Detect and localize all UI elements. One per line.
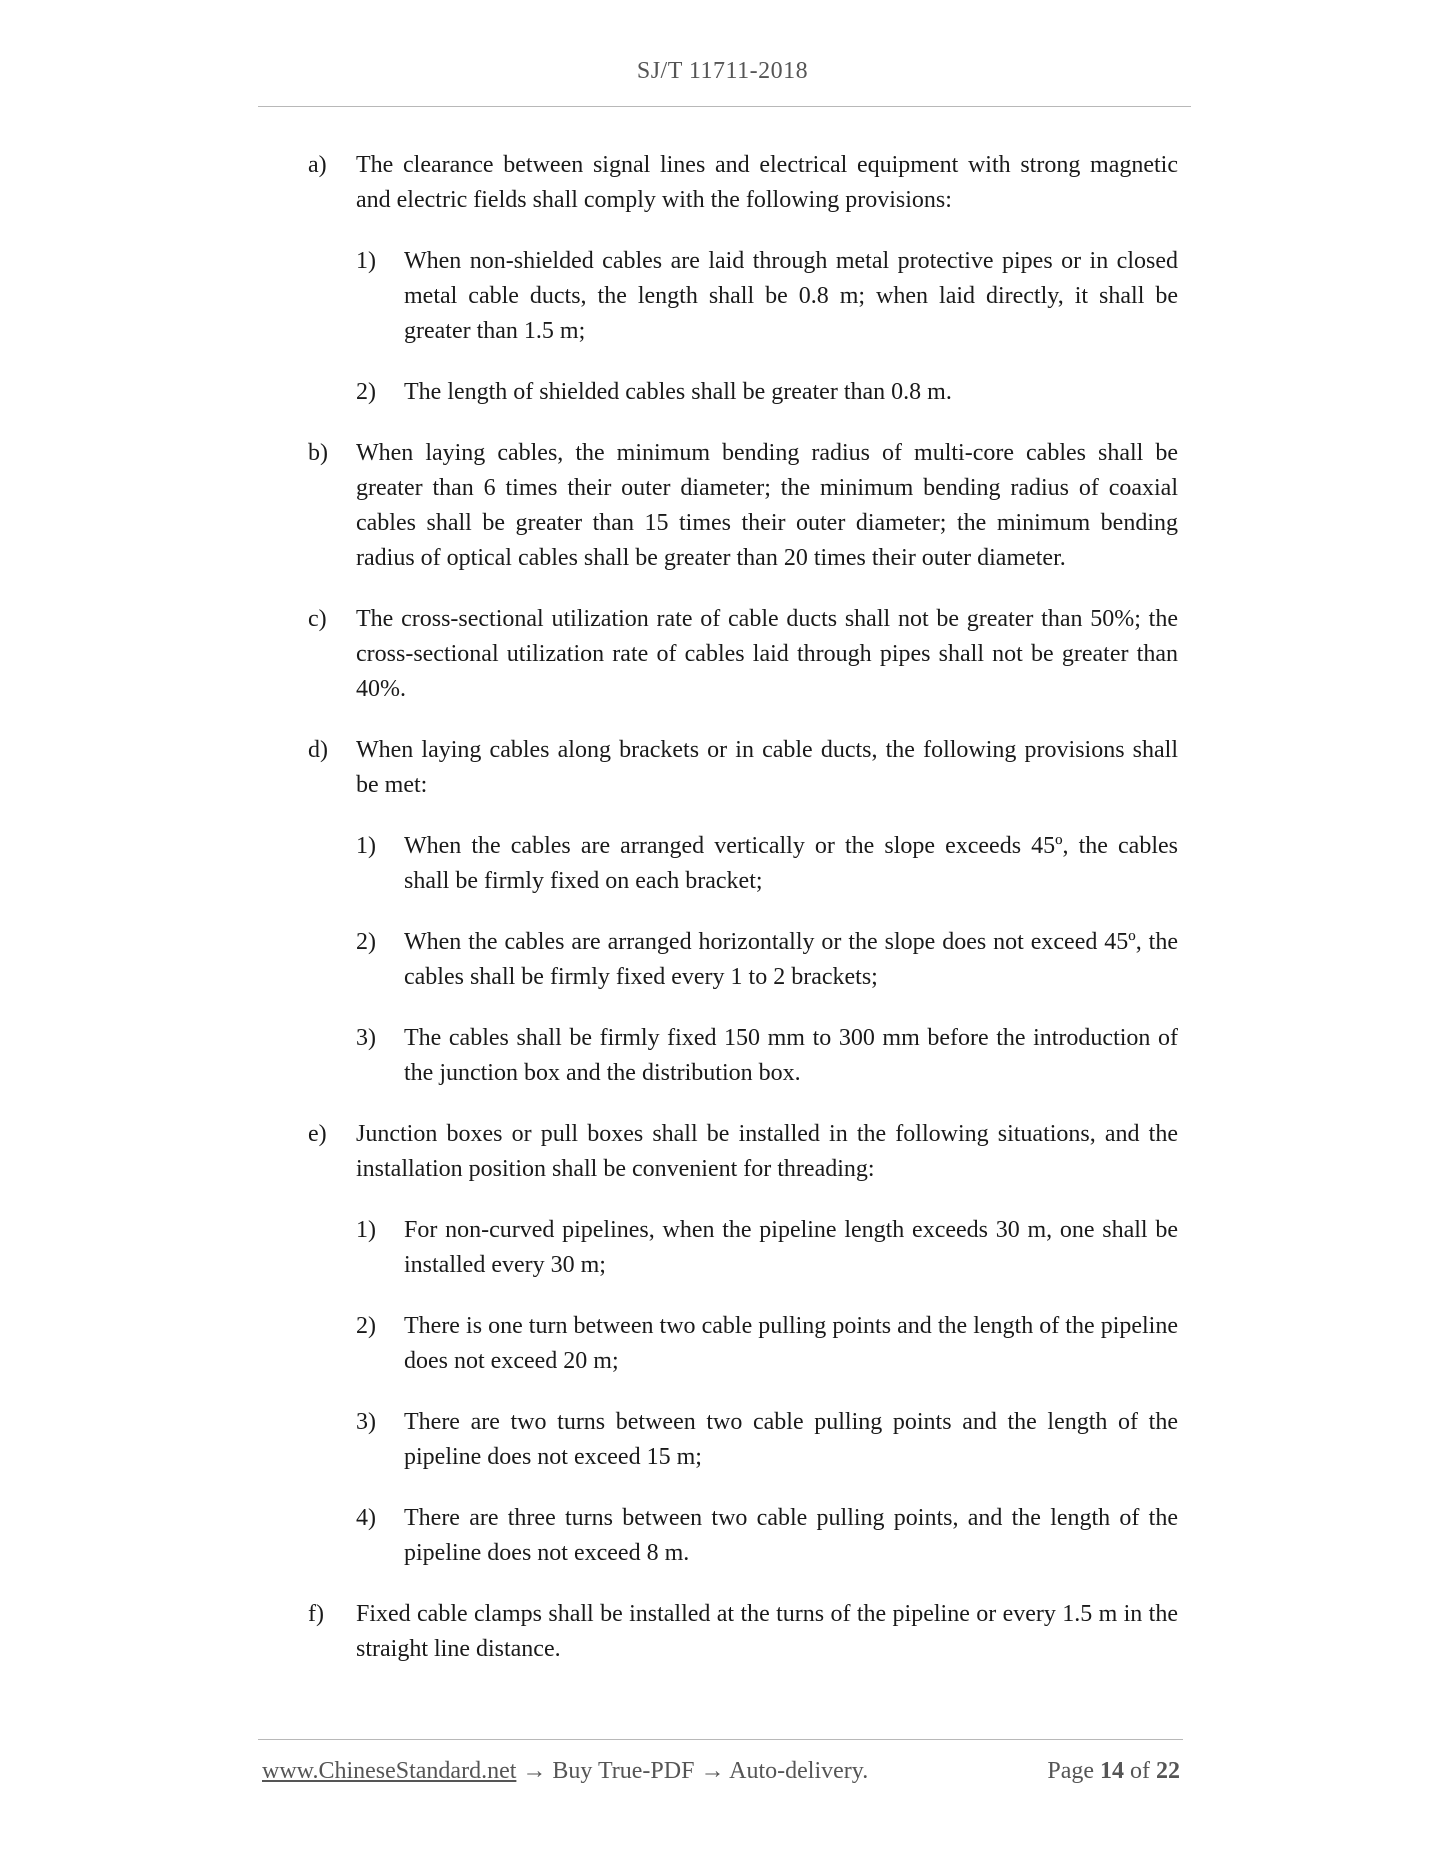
clause-label: f) xyxy=(308,1601,324,1627)
clause-text: The cross-sectional utilization rate of cable ducts shall not be greater than 50%; the cross-sectional utilization rate of cables laid through pipes shall not be greater than 40%. xyxy=(356,606,1178,702)
clause-b xyxy=(308,436,1178,576)
subclause-label: 2) xyxy=(356,379,376,405)
subclause-text: There is one turn between two cable pulling points and the length of the pipeline does not exceed 20 m; xyxy=(404,1313,1178,1374)
subclause-text: The length of shielded cables shall be greater than 0.8 m. xyxy=(404,379,952,405)
subclause-label: 3) xyxy=(356,1025,376,1051)
subclause-text: There are two turns between two cable pulling points and the length of the pipeline does not exceed 15 m; xyxy=(404,1409,1178,1470)
subclause-e-1 xyxy=(356,1213,1178,1283)
subclause-list xyxy=(356,829,1178,1091)
subclause-label: 1) xyxy=(356,248,376,274)
clause-c xyxy=(308,602,1178,707)
site-link[interactable]: www.ChineseStandard.net xyxy=(262,1758,517,1784)
clause-label: c) xyxy=(308,606,327,632)
clause-text: The clearance between signal lines and electrical equipment with strong magnetic and electric fields shall comply with the following provisions: xyxy=(356,152,1178,213)
subclause-d-2 xyxy=(356,925,1178,995)
clause-label: e) xyxy=(308,1121,327,1147)
clause-a xyxy=(308,148,1178,410)
subclause-label: 2) xyxy=(356,1313,376,1339)
subclause-e-4 xyxy=(356,1501,1178,1571)
subclause-d-3 xyxy=(356,1021,1178,1091)
clause-e xyxy=(308,1117,1178,1571)
subclause-text: For non-curved pipelines, when the pipeline length exceeds 30 m, one shall be installed every 30 m; xyxy=(404,1217,1178,1278)
subclause-list xyxy=(356,244,1178,410)
subclause-label: 2) xyxy=(356,929,376,955)
clause-label: b) xyxy=(308,440,328,466)
subclause-e-2 xyxy=(356,1309,1178,1379)
clause-text: Fixed cable clamps shall be installed at the turns of the pipeline or every 1.5 m in the straight line distance. xyxy=(356,1601,1178,1662)
clause-f xyxy=(308,1597,1178,1667)
current-page-number: 14 xyxy=(1100,1758,1124,1784)
subclause-label: 1) xyxy=(356,833,376,859)
arrow-right-icon: → xyxy=(522,1758,547,1784)
subclause-list xyxy=(356,1213,1178,1571)
auto-delivery-text: Auto-delivery. xyxy=(729,1758,869,1784)
subclause-a-1 xyxy=(356,244,1178,349)
subclause-a-2 xyxy=(356,375,1178,410)
of-word: of xyxy=(1130,1758,1150,1784)
clause-text: When laying cables, the minimum bending radius of multi-core cables shall be greater than 6 times their outer diameter; the minimum bending radius of coaxial cables shall be greater than 15 times their outer diameter; the minimum bending radius of optical cables shall be greater than 20 times their outer diameter. xyxy=(356,440,1178,571)
subclause-label: 1) xyxy=(356,1217,376,1243)
footer-divider xyxy=(258,1739,1183,1740)
subclause-d-1 xyxy=(356,829,1178,899)
arrow-right-icon: → xyxy=(700,1758,725,1784)
document-footer xyxy=(262,1758,1180,1790)
subclause-text: When non-shielded cables are laid through metal protective pipes or in closed metal cable ducts, the length shall be 0.8 m; when laid directly, it shall be greater than 1.5 m; xyxy=(404,248,1178,344)
subclause-label: 3) xyxy=(356,1409,376,1435)
total-page-count: 22 xyxy=(1156,1758,1180,1784)
subclause-text: There are three turns between two cable pulling points, and the length of the pipeline does not exceed 8 m. xyxy=(404,1505,1178,1566)
footer-promo xyxy=(262,1758,868,1785)
clause-d xyxy=(308,733,1178,1091)
subclause-text: When the cables are arranged horizontally or the slope does not exceed 45º, the cables shall be firmly fixed every 1 to 2 brackets; xyxy=(404,929,1178,990)
clause-label: a) xyxy=(308,152,327,178)
subclause-e-3 xyxy=(356,1405,1178,1475)
subclause-text: When the cables are arranged vertically or the slope exceeds 45º, the cables shall be firmly fixed on each bracket; xyxy=(404,833,1178,894)
page-indicator xyxy=(1047,1758,1180,1785)
page-word: Page xyxy=(1047,1758,1094,1784)
clause-label: d) xyxy=(308,737,328,763)
clause-text: Junction boxes or pull boxes shall be installed in the following situations, and the installation position shall be convenient for threading: xyxy=(356,1121,1178,1182)
buy-pdf-text: Buy True-PDF xyxy=(552,1758,695,1784)
clause-text: When laying cables along brackets or in cable ducts, the following provisions shall be met: xyxy=(356,737,1178,798)
subclause-label: 4) xyxy=(356,1505,376,1531)
document-header: SJ/T 11711-2018 xyxy=(636,58,809,84)
header-divider xyxy=(258,106,1191,107)
subclause-text: The cables shall be firmly fixed 150 mm to 300 mm before the introduction of the junction box and the distribution box. xyxy=(404,1025,1178,1086)
document-body xyxy=(308,148,1178,1693)
